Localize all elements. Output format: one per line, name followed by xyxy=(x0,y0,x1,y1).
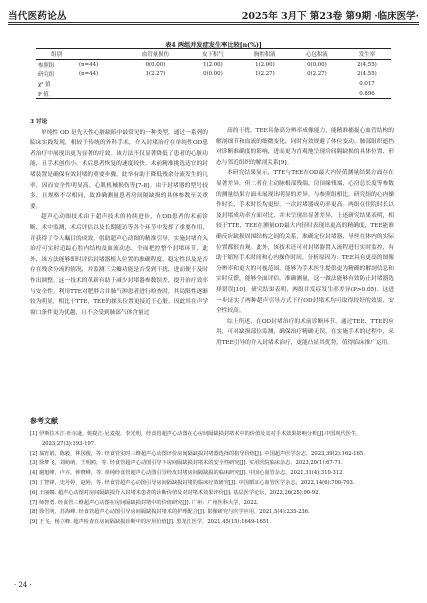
table-cell xyxy=(291,89,343,99)
table-cell xyxy=(239,89,291,99)
reference-item: [5] 丁智锋，史丹婷，赵婷，等. 经食管超声心动图引导房间隔缺损封堵的临床疗效研究[J]. 中国循证心血管医学杂志，2022,14(6):700-703. xyxy=(30,479,355,486)
table-cell: 1(2.27) xyxy=(255,71,275,78)
reference-item: [2] 翁宵娟，陈毅，林国俊，等. 经食管实时三维超声心动图评价房间隔缺损封堵器选择的指导价值[J]. 中国超声医学杂志，2023,39(2):162-165. xyxy=(30,450,365,457)
table-cell: 研究组 xyxy=(38,72,55,79)
table-header-cell: 组别 xyxy=(36,49,77,60)
table-cell: 0(0.00) xyxy=(203,71,223,78)
reference-item: [4] 谢旭峰，卢卉，钟晓峰，等. 单纯经食管超声心动图引导经皮封堵房间隔缺损的临床研究[J]. 中国心血管杂志，2021,31(4):310-312. xyxy=(30,470,345,477)
references-title: 参考文献 xyxy=(30,416,58,425)
left-column xyxy=(30,117,208,318)
table-cell: 0.896 xyxy=(343,89,391,99)
table-cell xyxy=(124,79,187,89)
table-cell: 2(4.55) xyxy=(357,61,377,68)
reference-item: [6] 王丽娜. 超声心动图对房间隔缺损介入封堵术患者的诊断价值及对封堵术效果评价[J]. 基层医学论坛，2022,26(25):90-92. xyxy=(30,489,321,496)
table-cell: 1(2.00) xyxy=(203,61,223,68)
table-cell: χ² 值 xyxy=(38,81,51,88)
table-row xyxy=(36,60,391,70)
table-cell xyxy=(124,89,187,99)
table-header-cell: 胸腔积液 xyxy=(239,49,291,60)
journal-title: 当代医药论丛 xyxy=(8,11,67,22)
reference-item: [8] 徐雪明，苏海峰. 经食管超声心动图引导房间隔缺损封堵术的护理配合[J]. 影像研究与医学应用，2021,5(4):235-236. xyxy=(30,509,310,516)
table-header-row xyxy=(36,49,391,60)
table-cell xyxy=(187,89,239,99)
references-list xyxy=(30,430,396,528)
table-cell: 1(2.27) xyxy=(145,71,166,78)
table-header-cell: 发生率 xyxy=(343,49,391,60)
reference-item: [1] 伊斯拉木江·吐尔逊，帕提江·尼麦提，李光明，经食管超声心动图在心房间隔缺损封堵术中的价值及其对手术效果影响分析[J].中国现代医生，2023,27(3):193-197. xyxy=(30,431,362,447)
table-cell: (n=44) xyxy=(79,61,99,68)
table-body xyxy=(36,60,391,99)
table-cell: 0(0.00) xyxy=(307,61,327,68)
body-paragraph: 综上所述，在OD封堵治疗的术前诊断环节，通过TEE、TTE的应用，可对缺损部位监测，确保治疗精确无误，在实施手术的过程中，采用TEE引导的介入封堵术治疗，更能凸显其优势，值得临床推广运用。 xyxy=(216,318,394,346)
table-cell: 1(2.00) xyxy=(255,61,275,68)
body-paragraph: 高的干扰。TEE具备高分辨率成像能力，能精准捕捉心血管结构的解剖细节和血流的细微变化，同时有效规避了体位变动、肺部组织遮挡对诊断准确度的影响，进而更为直观地呈现房间隔缺损的具体位置、形态与邻近组织的解剖关系[9]。 xyxy=(216,128,394,166)
table-cell: 2(4.55) xyxy=(357,71,377,78)
table-header-cell: 皮下积气 xyxy=(187,49,239,60)
header-rule xyxy=(8,22,419,23)
reference-item: [9] 王飞，杨立峰. 超声检查在房间隔缺损诊断中的应用价值[J]. 黑龙江医学，2021,45(15):1649-1651. xyxy=(30,519,271,526)
table-cell: 0(0.00) xyxy=(145,61,166,68)
table-header-cell: 心包积液 xyxy=(291,49,343,60)
table-row xyxy=(36,70,391,80)
page-number: · 24 · xyxy=(14,581,32,589)
reference-item: [3] 徐梦飞，刘萌萌，王明鸥，等. 经食管超声心动图引导下房间隔缺损封堵术的安全性研究[J]. 实用医院临床杂志，2023,20(1):67-71. xyxy=(30,460,343,467)
complication-table xyxy=(36,48,391,99)
table-cell: (n=44) xyxy=(79,71,99,78)
table-cell xyxy=(187,79,239,89)
section-heading: 3 讨论 xyxy=(30,119,48,125)
reference-item: [7] 师智勇. 经食管三维超声心动图在房间隔缺损封堵中的价值研究[J]. 广州：广州医科大学，2022. xyxy=(30,499,259,506)
table-cell: P 值 xyxy=(36,89,77,99)
table-cell xyxy=(291,79,343,89)
table-row xyxy=(36,79,391,89)
table-cell: 0.017 xyxy=(359,80,375,87)
table-header-cell xyxy=(77,49,124,60)
table-cell: 参照组 xyxy=(38,62,55,69)
table-cell xyxy=(77,79,124,89)
body-paragraph: 本研究结果显示，TTE与TEE在OD最大内径值测量结果方面存在显著差异，但二者在主动脉根部残端、房顶缘残端、心房总长度等参数的测量结果方面未展现出明显的差异。与参照组相比，研究组的心内操作时长、手术时长均更短，一次封堵器成功率更高。两组在住院时长以及封堵成功率方面对比，并未呈现出显著差异，上述研究结果表明，相较于TTE，TEE在测量OD最大内径时表现出更高的精确度，TEE能准确反应缺损周围结构之间的关系，准确定位封堵器，导丝在体内的实际位置都很直观。此外，该技术还可对封堵器置入流程进行实时监控，有助于缩短手术时间和心内操作时间。分析原因为：TEE具有更高的图像分辨率和更大的可视范围，能够为手术医生提供更为精确的解剖信息和实时反馈，能够全面评估，准确测量，这一做法能够有效防止封堵器选择错误[10]。研究结果表明，两组并发症发生率差异(P>0.05)。这进一步证实了两种超声引导方式下行OD封堵术均可取得较好的效果、安全性较高。 xyxy=(216,170,394,315)
table-cell xyxy=(77,89,124,99)
table-cell xyxy=(239,79,291,89)
table-row xyxy=(36,89,391,99)
body-paragraph: 单纯性 OD 是先天性心脏缺陷中最常见的一种类型，通过一系列的临床实践发现，相较于传统的外科手术，介入封堵治疗在单纯性OD患者治疗中展现出更为显著的疗效。该方法不仅显著降低了患者的心脏功能，且手术创伤小，术后患者恢复的速度较快。术前精准挑选适宜的封堵装置是确保有效封堵的重要步骤，此举有助于降低残余分流发生的几率，因而安全性明显高。心肌机械损伤等[7-8]。由于封堵器的型号较多，且规格不尽相同，故准确测量患者房间隔缺损的具体参数至关重要。 xyxy=(30,129,208,210)
issue-info: 2025年 3月下 第23卷 第9期 ·临床医学· xyxy=(241,11,419,22)
table-caption: 表4 两组并发症发生率比较[n(%)] xyxy=(165,42,262,49)
right-column xyxy=(216,126,394,348)
table-cell: 0(2.27) xyxy=(307,71,327,78)
table-header-cell: 血管量损伤 xyxy=(124,49,187,60)
header-rule-thin xyxy=(8,24,419,25)
body-paragraph: 超声心动图技术由于超声技术的持续进步，在OD患者的术前诊断、术中监测、术后评估以及长期随访等各个环节中发挥了重要作用，并获得了令人瞩目的成效。借助超声心动图的精准引导，实施封堵介入治疗可实时追踪心腔内结构及血流动态，全面把控整个封堵环节，此外，该方法能够即时评估封堵器植入位置的准确程度、稳定性以及是否存在残余分流的情况，并监测三尖瓣功能是否受到干扰，进而便于及时作出调整。这一技术的革新有助于减少封堵器参数误差，提升治疗效率与安全性。利用TTE对肥胖合并肺气肿患者进行检查时，其局限性逐渐较为明显，相比于TTE，TEE的探头位置更接近于心脏，因此其在声学窗口条件更为优越，且不会受到肺部气体含量过 xyxy=(30,214,208,316)
